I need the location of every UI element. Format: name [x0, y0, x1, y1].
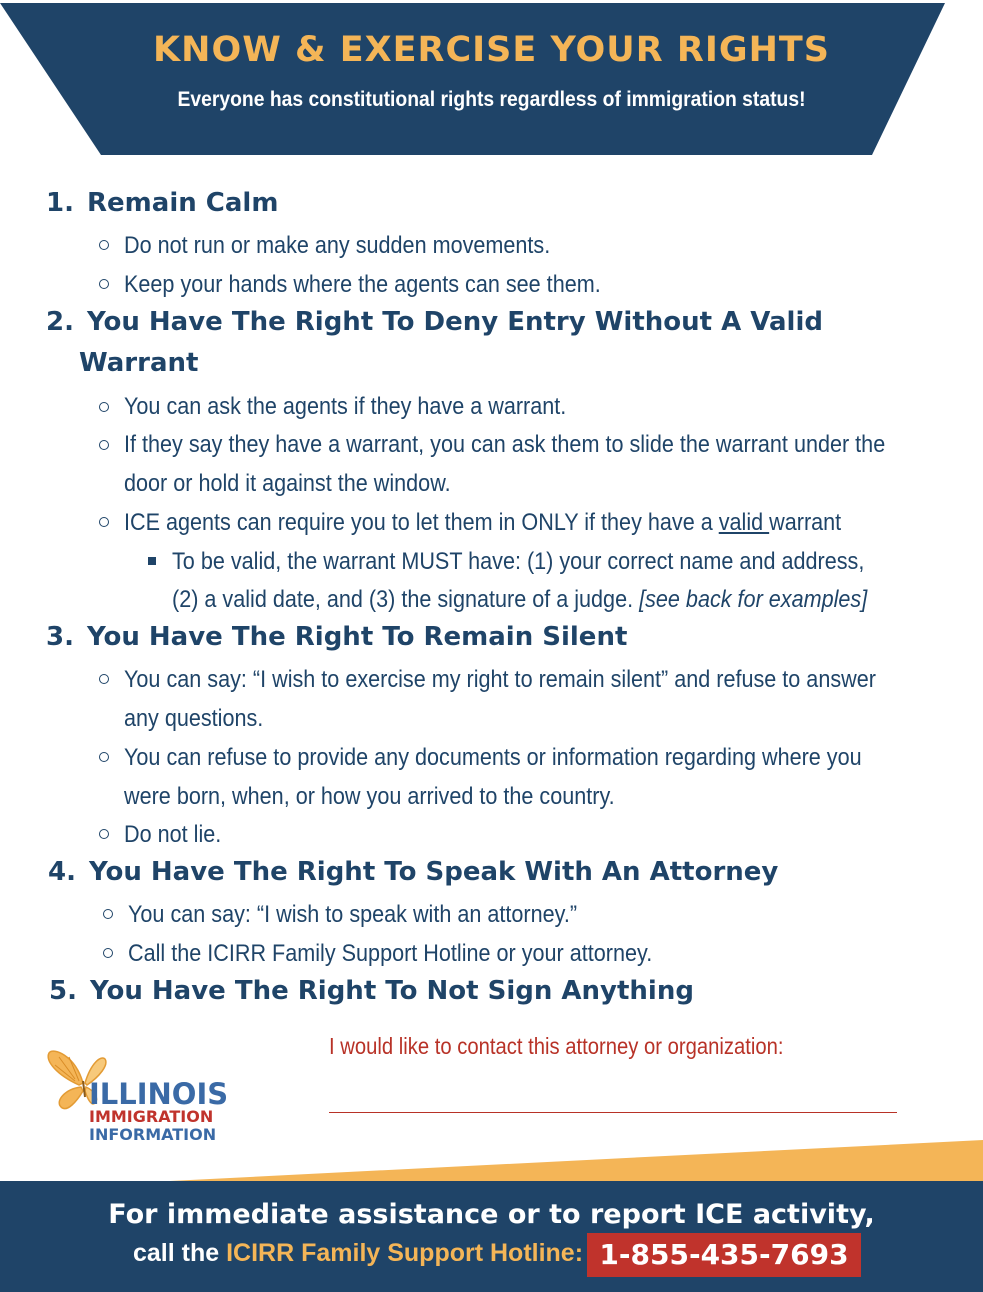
- section-number: 1.: [46, 188, 74, 218]
- section-5-heading: [49, 971, 694, 1011]
- list-item: You can ask the agents if they have a warrant.: [124, 393, 567, 420]
- circle-bullet-icon: [99, 829, 109, 839]
- list-item-continued: door or hold it against the window.: [124, 470, 451, 497]
- list-item: [124, 503, 841, 542]
- footer-accent-stripe: [0, 1140, 983, 1182]
- hotline-phone-number[interactable]: 1-855-435-7693: [587, 1233, 861, 1277]
- section-title-continued: Warrant: [79, 348, 199, 378]
- logo-line-immigration: IMMIGRATION: [89, 1107, 214, 1126]
- section-4-heading: [48, 852, 778, 892]
- circle-bullet-icon: [99, 440, 109, 450]
- circle-bullet-icon: [99, 402, 109, 412]
- sub-list-item: To be valid, the warrant MUST have: (1) your correct name and address,: [172, 548, 865, 575]
- section-title: You Have The Right To Not Sign Anything: [90, 976, 694, 1006]
- page-subtitle: Everyone has constitutional rights regardless of immigration status!: [177, 88, 806, 111]
- circle-bullet-icon: [103, 909, 113, 919]
- list-item: Do not run or make any sudden movements.: [124, 232, 551, 259]
- footer-hotline-line: [133, 1239, 583, 1268]
- circle-bullet-icon: [99, 240, 109, 250]
- section-number: 4.: [48, 857, 76, 887]
- list-item: Keep your hands where the agents can see them.: [124, 271, 601, 298]
- list-item-text-end: warrant: [769, 509, 842, 536]
- sub-list-item-continued: [172, 580, 867, 619]
- list-item-continued: were born, when, or how you arrived to the country.: [124, 783, 615, 810]
- page-title: KNOW & EXERCISE YOUR RIGHTS: [153, 30, 830, 70]
- organization-logo: [45, 1045, 255, 1145]
- footer-lead-text: call the: [133, 1239, 227, 1267]
- list-item: Call the ICIRR Family Support Hotline or your attorney.: [128, 940, 653, 967]
- section-1-heading: [46, 183, 278, 223]
- contact-label: I would like to contact this attorney or organization:: [329, 1033, 784, 1059]
- circle-bullet-icon: [103, 948, 113, 958]
- footer: [0, 1181, 983, 1292]
- section-3-heading: [46, 617, 627, 657]
- square-bullet-icon: [148, 557, 156, 565]
- section-number: 3.: [46, 622, 74, 652]
- list-item: You can say: “I wish to exercise my right to remain silent” and refuse to answer: [124, 666, 876, 693]
- section-number: 5.: [49, 976, 77, 1006]
- circle-bullet-icon: [99, 279, 109, 289]
- list-item: Do not lie.: [124, 821, 222, 848]
- section-title: Remain Calm: [87, 188, 279, 218]
- list-item: You can say: “I wish to speak with an attorney.”: [128, 901, 578, 928]
- valid-emphasis: valid: [718, 509, 770, 536]
- footer-callout: For immediate assistance or to report ICE activity,: [108, 1199, 875, 1230]
- hotline-name: ICIRR Family Support Hotline:: [226, 1239, 584, 1267]
- list-item: If they say they have a warrant, you can ask them to slide the warrant under the: [124, 431, 886, 458]
- list-item-text: ICE agents can require you to let them in ONLY if they have a: [124, 509, 713, 536]
- circle-bullet-icon: [99, 752, 109, 762]
- circle-bullet-icon: [99, 674, 109, 684]
- see-back-note: [see back for examples]: [639, 586, 868, 613]
- sub-list-item-text: (2) a valid date, and (3) the signature of a judge.: [172, 586, 640, 613]
- list-item: You can refuse to provide any documents or information regarding where you: [124, 744, 862, 771]
- section-title: You Have The Right To Speak With An Attorney: [89, 857, 779, 887]
- logo-line-illinois: ILLINOIS: [89, 1077, 229, 1111]
- section-number: 2.: [46, 307, 74, 337]
- header-banner: [0, 0, 983, 155]
- section-title: You Have The Right To Remain Silent: [87, 622, 628, 652]
- circle-bullet-icon: [99, 517, 109, 527]
- contact-write-in-line[interactable]: [329, 1112, 897, 1113]
- header-background: [0, 0, 983, 155]
- section-2-heading: [46, 302, 823, 342]
- list-item-continued: any questions.: [124, 705, 264, 732]
- section-title: You Have The Right To Deny Entry Without A Valid: [87, 307, 823, 337]
- logo-line-information: INFORMATION: [89, 1125, 217, 1144]
